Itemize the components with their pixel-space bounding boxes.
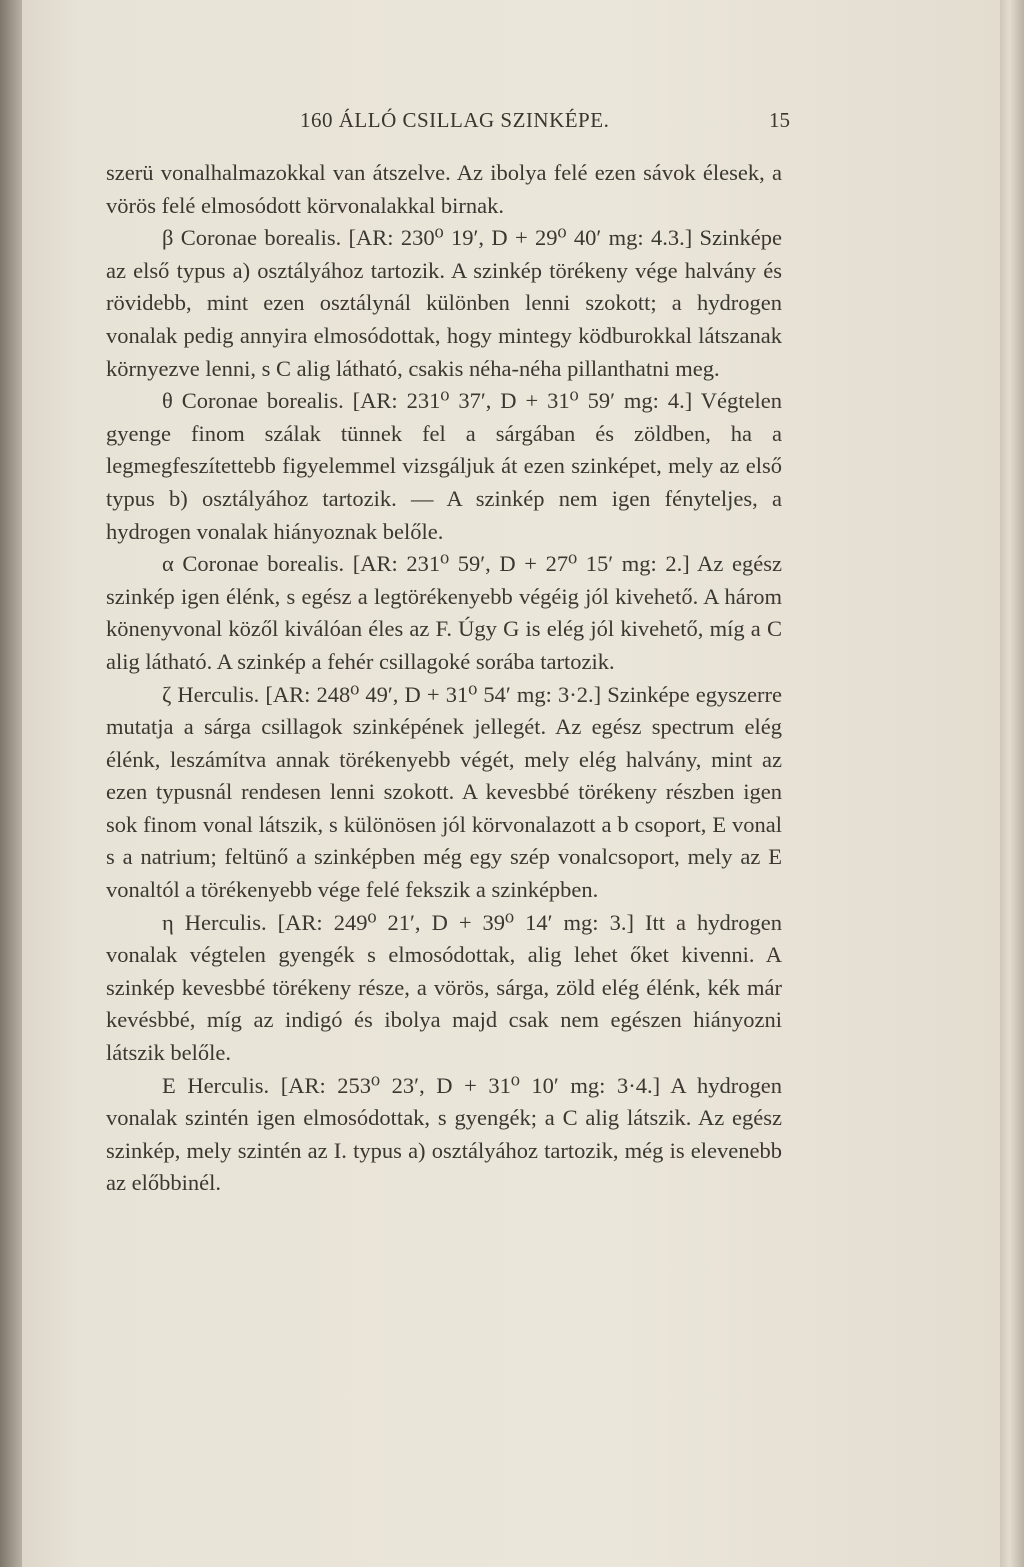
paragraph: θ Coronae borealis. [AR: 231⁰ 37′, D + 31⁰ 59′ mg: 4.] Végtelen gyenge finom szálak tünnek fel a sárgában és zöldben, ha a legmegfeszítettebb figyelemmel vizsgáljuk át ezen szinképet, mely az első typus b) osztályához tartozik. — A szinkép nem igen fényteljes, a hydrogen vonalak hiányoznak belőle. xyxy=(106,388,782,544)
paragraph: α Coronae borealis. [AR: 231⁰ 59′, D + 27⁰ 15′ mg: 2.] Az egész szinkép igen élénk, s egész a legtörékenyebb végéig jól kivehető. A három könenyvonal közől kiválóan éles az F. Úgy G is elég jól kivehető, míg a C alig látható. A szinkép a fehér csillagoké sorába tartozik. xyxy=(106,551,782,674)
book-spine-shadow xyxy=(0,0,22,1567)
page-number: 15 xyxy=(769,108,790,132)
paragraph: ζ Herculis. [AR: 248⁰ 49′, D + 31⁰ 54′ mg: 3·2.] Szinképe egyszerre mutatja a sárga csillagok szinképének jellegét. Az egész spectrum elég élénk, leszámítva annak törékenyebb végét, mely elég halvány, mint az ezen typusnál rendesen lenni szokott. A kevesbbé törékeny részben igen sok finom vonal látszik, s különösen jól körvonalazott a b csoport, E vonal s a natrium; feltünő a szinképben még egy szép vonalcsoport, mely az E vonaltól a törékenyebb vége felé fekszik a szinképben. xyxy=(106,681,782,903)
body-text xyxy=(106,157,782,1200)
paragraph: szerü vonalhalmazokkal van átszelve. Az ibolya felé ezen sávok élesek, a vörös felé elmosódott körvonalakkal birnak. xyxy=(106,160,782,218)
running-head xyxy=(300,108,790,138)
page-edge xyxy=(1000,0,1024,1567)
paragraph: β Coronae borealis. [AR: 230⁰ 19′, D + 29⁰ 40′ mg: 4.3.] Szinképe az első typus a) osztályához tartozik. A szinkép törékeny vége halvány és rövidebb, mint ezen osztálynál különben lenni szokott; a hydrogen vonalak pedig annyira elmosódottak, hogy mintegy ködburokkal látszanak környezve lenni, s C alig látható, csakis néha-néha pillanthatni meg. xyxy=(106,225,782,381)
paragraph: E Herculis. [AR: 253⁰ 23′, D + 31⁰ 10′ mg: 3·4.] A hydrogen vonalak szintén igen elmosódottak, s gyengék; a C alig látszik. Az egész szinkép, mely szintén az I. typus a) osztályához tartozik, még is elevenebb az előbbinél. xyxy=(106,1072,782,1196)
running-head-title: 160 ÁLLÓ CSILLAG SZINKÉPE. xyxy=(300,108,610,132)
paragraph: η Herculis. [AR: 249⁰ 21′, D + 39⁰ 14′ mg: 3.] Itt a hydrogen vonalak végtelen gyengék s elmosódottak, alig lehet őket kivenni. A szinkép kevesbbé törékeny része, a vörös, sárga, zöld elég élénk, kék már kevésbbé, míg az indigó és ibolya majd csak nem egészen hiányozni látszik belőle. xyxy=(106,909,782,1066)
